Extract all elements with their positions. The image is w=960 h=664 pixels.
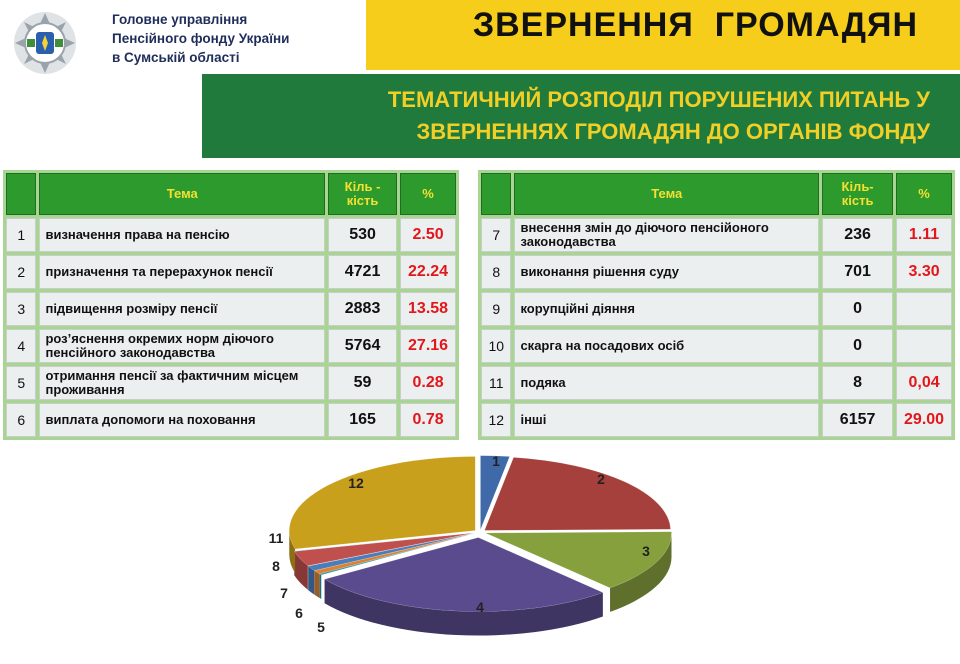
row-number: 9: [481, 292, 511, 326]
header-num: [481, 173, 511, 215]
org-line-1: Головне управління: [112, 12, 248, 27]
header-count: [822, 173, 893, 215]
table-row: [481, 292, 952, 326]
pie-label-6: 6: [295, 605, 303, 621]
row-count: 701: [822, 255, 893, 289]
row-percent: 13.58: [400, 292, 456, 326]
row-topic: отримання пенсії за фактичним місцем проживання: [39, 366, 325, 400]
row-count: 59: [328, 366, 397, 400]
header-percent: %: [400, 173, 456, 215]
table-row: [481, 218, 952, 252]
row-topic: визначення права на пенсію: [39, 218, 325, 252]
row-count: 6157: [822, 403, 893, 437]
pie-label-2: 2: [597, 471, 605, 487]
row-percent: 0.28: [400, 366, 456, 400]
table-row: [6, 255, 456, 289]
row-percent: 27.16: [400, 329, 456, 363]
subtitle-banner: [202, 74, 960, 158]
title-banner: [366, 0, 960, 70]
table-row: [481, 366, 952, 400]
org-line-2: Пенсійного фонду України: [112, 31, 290, 46]
table-header: [481, 173, 952, 215]
header-count-l2: кість: [841, 193, 874, 208]
row-number: 6: [6, 403, 36, 437]
row-percent: 1.11: [896, 218, 952, 252]
row-count: 5764: [328, 329, 397, 363]
pie-label-1: 1: [492, 453, 500, 469]
row-percent: 29.00: [896, 403, 952, 437]
pie-slice-side-7: [308, 566, 314, 595]
row-count: 530: [328, 218, 397, 252]
table-row: [481, 329, 952, 363]
page-title: ЗВЕРНЕННЯ ГРОМАДЯН: [472, 6, 918, 44]
row-number: 7: [481, 218, 511, 252]
row-number: 11: [481, 366, 511, 400]
row-topic: виплата допомоги на поховання: [39, 403, 325, 437]
table-header: [6, 173, 456, 215]
row-number: 5: [6, 366, 36, 400]
header-topic: Тема: [514, 173, 819, 215]
pie-slice-12: [289, 457, 475, 549]
row-count: 165: [328, 403, 397, 437]
row-topic: скарга на посадових осіб: [514, 329, 819, 363]
row-topic: призначення та перерахунок пенсії: [39, 255, 325, 289]
pie-label-11: 11: [268, 530, 284, 546]
subtitle-line-1: ТЕМАТИЧНИЙ РОЗПОДІЛ ПОРУШЕНИХ ПИТАНЬ У: [387, 87, 930, 112]
row-percent: [896, 329, 952, 363]
table-row: [481, 255, 952, 289]
header-num: [6, 173, 36, 215]
topics-table-right: [478, 170, 955, 440]
row-count: 4721: [328, 255, 397, 289]
row-percent: [896, 292, 952, 326]
row-number: 2: [6, 255, 36, 289]
row-percent: 0.78: [400, 403, 456, 437]
row-topic: корупційні діяння: [514, 292, 819, 326]
row-number: 1: [6, 218, 36, 252]
pie-label-3: 3: [642, 543, 650, 559]
pie-slice-side-6: [315, 571, 320, 598]
pie-label-12: 12: [348, 475, 364, 491]
header-count-l1: Кіль -: [344, 179, 381, 194]
table-row: [6, 329, 456, 363]
organization-name: [112, 10, 289, 67]
table-row: [481, 403, 952, 437]
page-subtitle: [388, 84, 930, 148]
row-topic: підвищення розміру пенсії: [39, 292, 325, 326]
table-row: [6, 403, 456, 437]
row-number: 3: [6, 292, 36, 326]
row-count: 0: [822, 292, 893, 326]
table-row: [6, 366, 456, 400]
pie-slice-2: [485, 457, 671, 530]
row-percent: 2.50: [400, 218, 456, 252]
org-line-3: в Сумській області: [112, 50, 240, 65]
row-count: 2883: [328, 292, 397, 326]
row-topic: виконання рішення суду: [514, 255, 819, 289]
header-count: [328, 173, 397, 215]
row-number: 10: [481, 329, 511, 363]
row-topic: внесення змін до діючого пенсійоного законодавства: [514, 218, 819, 252]
pie-label-4: 4: [476, 599, 484, 615]
table-row: [6, 292, 456, 326]
row-topic: роз’яснення окремих норм діючого пенсійного законодавства: [39, 329, 325, 363]
row-topic: інші: [514, 403, 819, 437]
row-number: 4: [6, 329, 36, 363]
pie-label-8: 8: [272, 558, 280, 574]
header-count-l1: Кіль-: [841, 179, 874, 194]
header-percent: %: [896, 173, 952, 215]
row-percent: 22.24: [400, 255, 456, 289]
subtitle-line-2: ЗВЕРНЕННЯХ ГРОМАДЯН ДО ОРГАНІВ ФОНДУ: [416, 119, 930, 144]
pie-label-7: 7: [280, 585, 288, 601]
row-percent: 0,04: [896, 366, 952, 400]
pie-slice-side-5: [319, 574, 321, 599]
pension-fund-logo: [12, 10, 78, 76]
row-count: 8: [822, 366, 893, 400]
row-percent: 3.30: [896, 255, 952, 289]
row-count: 0: [822, 329, 893, 363]
pie-label-5: 5: [317, 619, 325, 635]
topics-pie-chart: [260, 448, 700, 660]
table-row: [6, 218, 456, 252]
row-topic: подяка: [514, 366, 819, 400]
header-topic: Тема: [39, 173, 325, 215]
row-count: 236: [822, 218, 893, 252]
row-number: 8: [481, 255, 511, 289]
header-count-l2: кість: [346, 193, 379, 208]
topics-table-left: [3, 170, 459, 440]
row-number: 12: [481, 403, 511, 437]
